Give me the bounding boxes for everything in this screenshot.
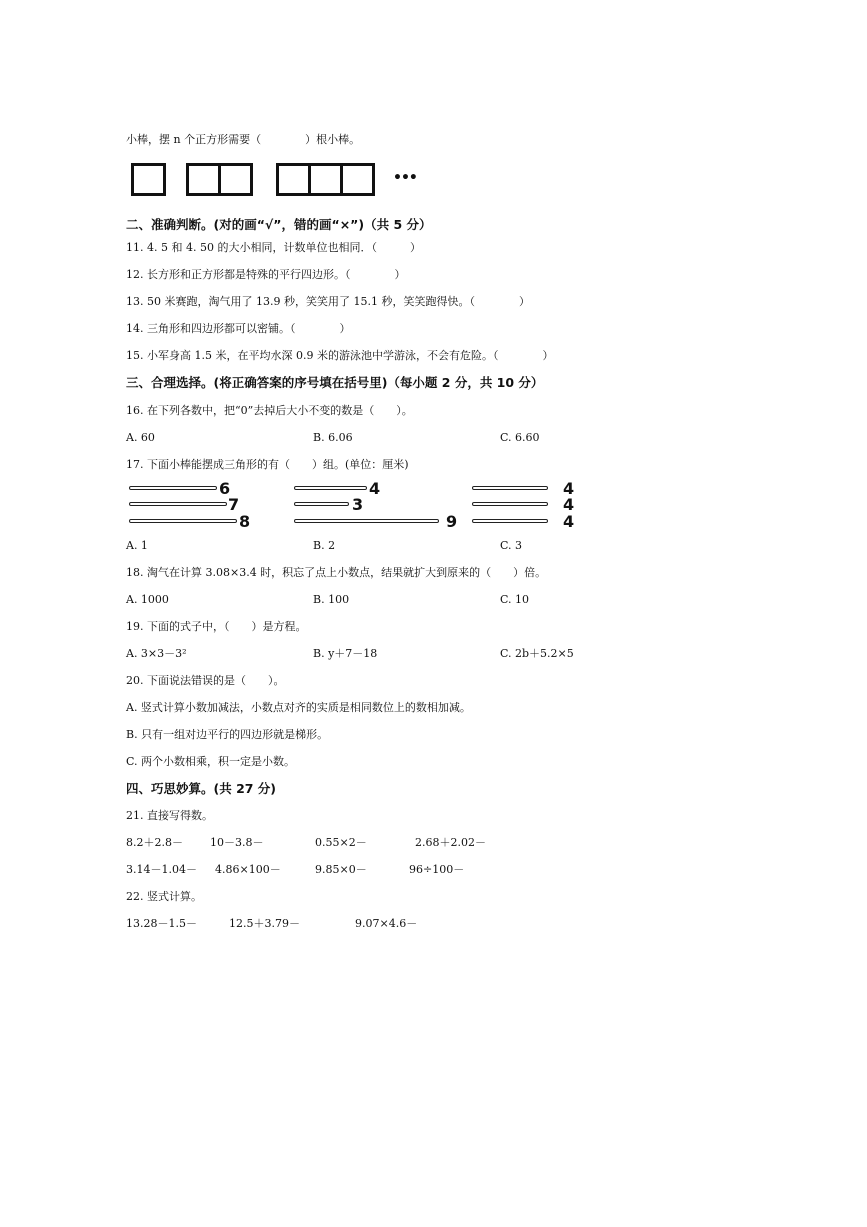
q20-stem: 20. 下面说法错误的是（ ）。 <box>126 674 285 687</box>
q21-expression: 96÷100－ <box>409 863 465 876</box>
q17-option-c: C. 3 <box>500 539 523 552</box>
q16-option-a: A. 60 <box>126 431 155 444</box>
q19-stem: 19. 下面的式子中，（ ）是方程。 <box>126 620 307 633</box>
q21-expression: 3.14－1.04－ <box>126 863 197 876</box>
ellipsis-dots: ••• <box>393 170 417 186</box>
q12-text: 12. 长方形和正方形都是特殊的平行四边形。（ ） <box>126 268 406 281</box>
stick <box>129 519 237 523</box>
stick-length-label: 6 <box>219 479 231 498</box>
stick <box>294 502 349 506</box>
square-shape <box>308 163 343 196</box>
q21-expression: 10－3.8－ <box>210 836 264 849</box>
q18-option-c: C. 10 <box>500 593 530 606</box>
q20-option-c: C. 两个小数相乘，积一定是小数。 <box>126 755 296 768</box>
q15-text: 15. 小军身高 1.5 米，在平均水深 0.9 米的游泳池中学游泳，不会有危险。（ ） <box>126 349 554 362</box>
stick <box>472 502 548 506</box>
q18-option-a: A. 1000 <box>126 593 169 606</box>
q21-expression: 9.85×0－ <box>315 863 367 876</box>
q18-option-b: B. 100 <box>313 593 350 606</box>
q20-option-b: B. 只有一组对边平行的四边形就是梯形。 <box>126 728 329 741</box>
q21-stem: 21. 直接写得数。 <box>126 809 213 822</box>
q21-expression: 8.2＋2.8－ <box>126 836 183 849</box>
q19-option-b: B. y＋7－18 <box>313 647 378 660</box>
stick-length-label: 3 <box>352 495 364 514</box>
stick <box>129 502 227 506</box>
q19-option-c: C. 2b＋5.2×5 <box>500 647 574 660</box>
stick-length-label: 4 <box>563 479 575 498</box>
q21-expression: 0.55×2－ <box>315 836 367 849</box>
stick-length-label: 4 <box>563 512 575 531</box>
q21-expression: 2.68＋2.02－ <box>415 836 486 849</box>
q22-expression: 12.5＋3.79－ <box>229 917 300 930</box>
q17-stem: 17. 下面小棒能摆成三角形的有（ ）组。(单位：厘米) <box>126 458 409 471</box>
stick-length-label: 4 <box>369 479 381 498</box>
q16-option-b: B. 6.06 <box>313 431 353 444</box>
q10-tail-text: 小棒，摆 n 个正方形需要（ ）根小棒。 <box>126 133 361 146</box>
square-shape <box>186 163 221 196</box>
q22-stem: 22. 竖式计算。 <box>126 890 202 903</box>
stick-length-label: 4 <box>563 495 575 514</box>
q14-text: 14. 三角形和四边形都可以密铺。（ ） <box>126 322 351 335</box>
q20-option-a: A. 竖式计算小数加减法，小数点对齐的实质是相同数位上的数相加减。 <box>126 701 471 714</box>
stick <box>472 486 548 490</box>
stick-length-label: 8 <box>239 512 251 531</box>
stick-length-label: 7 <box>228 495 240 514</box>
q17-option-a: A. 1 <box>126 539 148 552</box>
q16-stem: 16. 在下列各数中，把“0”去掉后大小不变的数是（ ）。 <box>126 404 413 417</box>
q18-stem: 18. 淘气在计算 3.08×3.4 时，积忘了点上小数点，结果就扩大到原来的（ ）倍。 <box>126 566 547 579</box>
stick <box>294 519 439 523</box>
section-4-title: 四、巧思妙算。(共 27 分) <box>126 781 277 796</box>
q21-expression: 4.86×100－ <box>215 863 281 876</box>
square-shape <box>276 163 311 196</box>
square-shape <box>131 163 166 196</box>
q16-option-c: C. 6.60 <box>500 431 540 444</box>
q17-option-b: B. 2 <box>313 539 336 552</box>
section-2-title: 二、准确判断。(对的画“√”，错的画“×”)（共 5 分） <box>126 217 432 232</box>
stick <box>472 519 548 523</box>
q13-text: 13. 50 米赛跑，淘气用了 13.9 秒，笑笑用了 15.1 秒，笑笑跑得快。（ ） <box>126 295 530 308</box>
square-shape <box>340 163 375 196</box>
section-3-title: 三、合理选择。(将正确答案的序号填在括号里)（每小题 2 分，共 10 分） <box>126 375 544 390</box>
square-shape <box>218 163 253 196</box>
q22-expression: 13.28－1.5－ <box>126 917 197 930</box>
stick <box>129 486 217 490</box>
stick-length-label: 9 <box>446 512 458 531</box>
stick <box>294 486 367 490</box>
q11-text: 11. 4. 5 和 4. 50 的大小相同，计数单位也相同．（ ） <box>126 241 421 254</box>
q22-expression: 9.07×4.6－ <box>355 917 418 930</box>
q19-option-a: A. 3×3－3² <box>126 647 187 660</box>
